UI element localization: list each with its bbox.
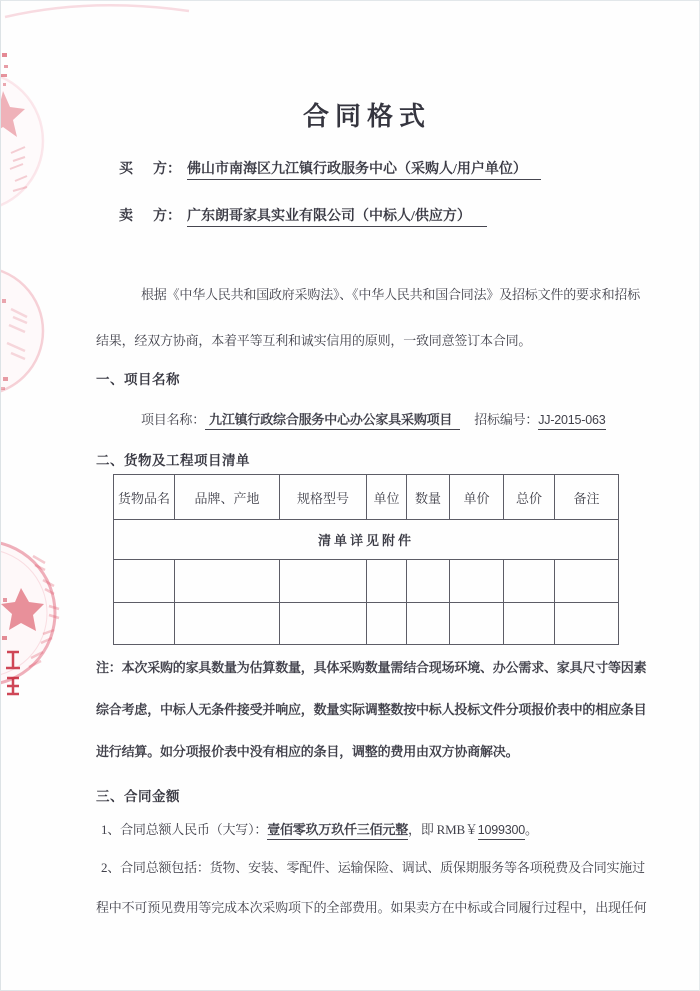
empty-cell [504,560,555,603]
empty-cell [407,603,450,645]
amount-suffix: 。 [525,822,538,837]
empty-cell [175,603,280,645]
section1-heading: 一、项目名称 [96,372,180,387]
goods-table-empty-row [114,603,619,645]
section3-heading: 三、合同金额 [96,789,180,804]
seller-label: 卖 [119,209,133,224]
goods-table [113,474,619,645]
col-header-unit: 单位 [367,475,407,520]
col-header-item-name: 货物品名 [114,475,175,520]
buyer-value: 佛山市南海区九江镇行政服务中心（采购人/用户单位） [187,162,541,180]
section2-heading: 二、货物及工程项目清单 [96,453,250,468]
page-title: 合同格式 [302,102,431,131]
seal-fragment-middle-icon [1,259,73,409]
contract-scope-line-1: 2、合同总额包括：货物、安装、零配件、运输保险、调试、质保期服务等各项税费及合同实施过 [101,860,645,875]
empty-cell [450,560,504,603]
seal-fragment-lower-icon [1,536,96,706]
empty-cell [280,560,367,603]
buyer-row [119,158,541,178]
note-line-2: 综合考虑，中标人无条件接受并响应，数量实际调整数按中标人投标文件分项报价表中的相应条目 [96,702,647,717]
empty-cell [367,603,407,645]
empty-cell [114,560,175,603]
buyer-label-suffix: 方： [153,162,181,177]
seller-value: 广东朗哥家具实业有限公司（中标人/供应方） [187,209,487,227]
col-header-remarks: 备注 [555,475,619,520]
empty-cell [114,603,175,645]
bid-number-label: 招标编号： [474,412,539,427]
project-name-label: 项目名称： [141,412,206,427]
buyer-label: 买 [119,162,133,177]
empty-cell [555,603,619,645]
project-name-value: 九江镇行政综合服务中心办公家具采购项目 [205,412,460,430]
empty-cell [450,603,504,645]
empty-cell [504,603,555,645]
intro-line-2: 结果，经双方协商，本着平等互利和诚实信用的原则，一致同意签订本合同。 [96,333,532,348]
col-header-unit-price: 单价 [450,475,504,520]
note-line-1: 注：本次采购的家具数量为估算数量，具体采购数量需结合现场环境、办公需求、家具尺寸等因素 [96,660,647,675]
amount-prefix: 1、合同总额人民币（大写）： [101,822,268,837]
bid-number-value: JJ-2015-063 [538,413,605,430]
col-header-quantity: 数量 [407,475,450,520]
empty-cell [407,560,450,603]
amount-number: 1099300 [478,823,525,840]
empty-cell [280,603,367,645]
see-attachment-cell: 清单详见附件 [114,520,619,560]
empty-cell [555,560,619,603]
goods-table-merged-row [114,520,619,560]
amount-chinese: 壹佰零玖万玖仟三佰元整 [267,822,408,840]
contract-scope-line-2: 程中不可预见费用等完成本次采购项下的全部费用。如果卖方在中标或合同履行过程中，出现任何 [96,900,647,915]
seal-fragment-top-corner-icon [1,1,201,27]
contract-amount-row [101,819,538,838]
project-name-row [141,409,606,428]
amount-mid: ，即 RMB￥ [408,822,478,837]
goods-table-header-row [114,475,619,520]
seller-label-suffix: 方： [153,209,181,224]
note-line-3: 进行结算。如分项报价表中没有相应的条目，调整的费用由双方协商解决。 [96,744,519,759]
seller-row [119,205,487,225]
empty-cell [367,560,407,603]
col-header-spec-model: 规格型号 [280,475,367,520]
goods-table-empty-row [114,560,619,603]
empty-cell [175,560,280,603]
col-header-brand-origin: 品牌、产地 [175,475,280,520]
col-header-total-price: 总价 [504,475,555,520]
intro-line-1: 根据《中华人民共和国政府采购法》、《中华人民共和国合同法》及招标文件的要求和招标 [141,287,641,302]
